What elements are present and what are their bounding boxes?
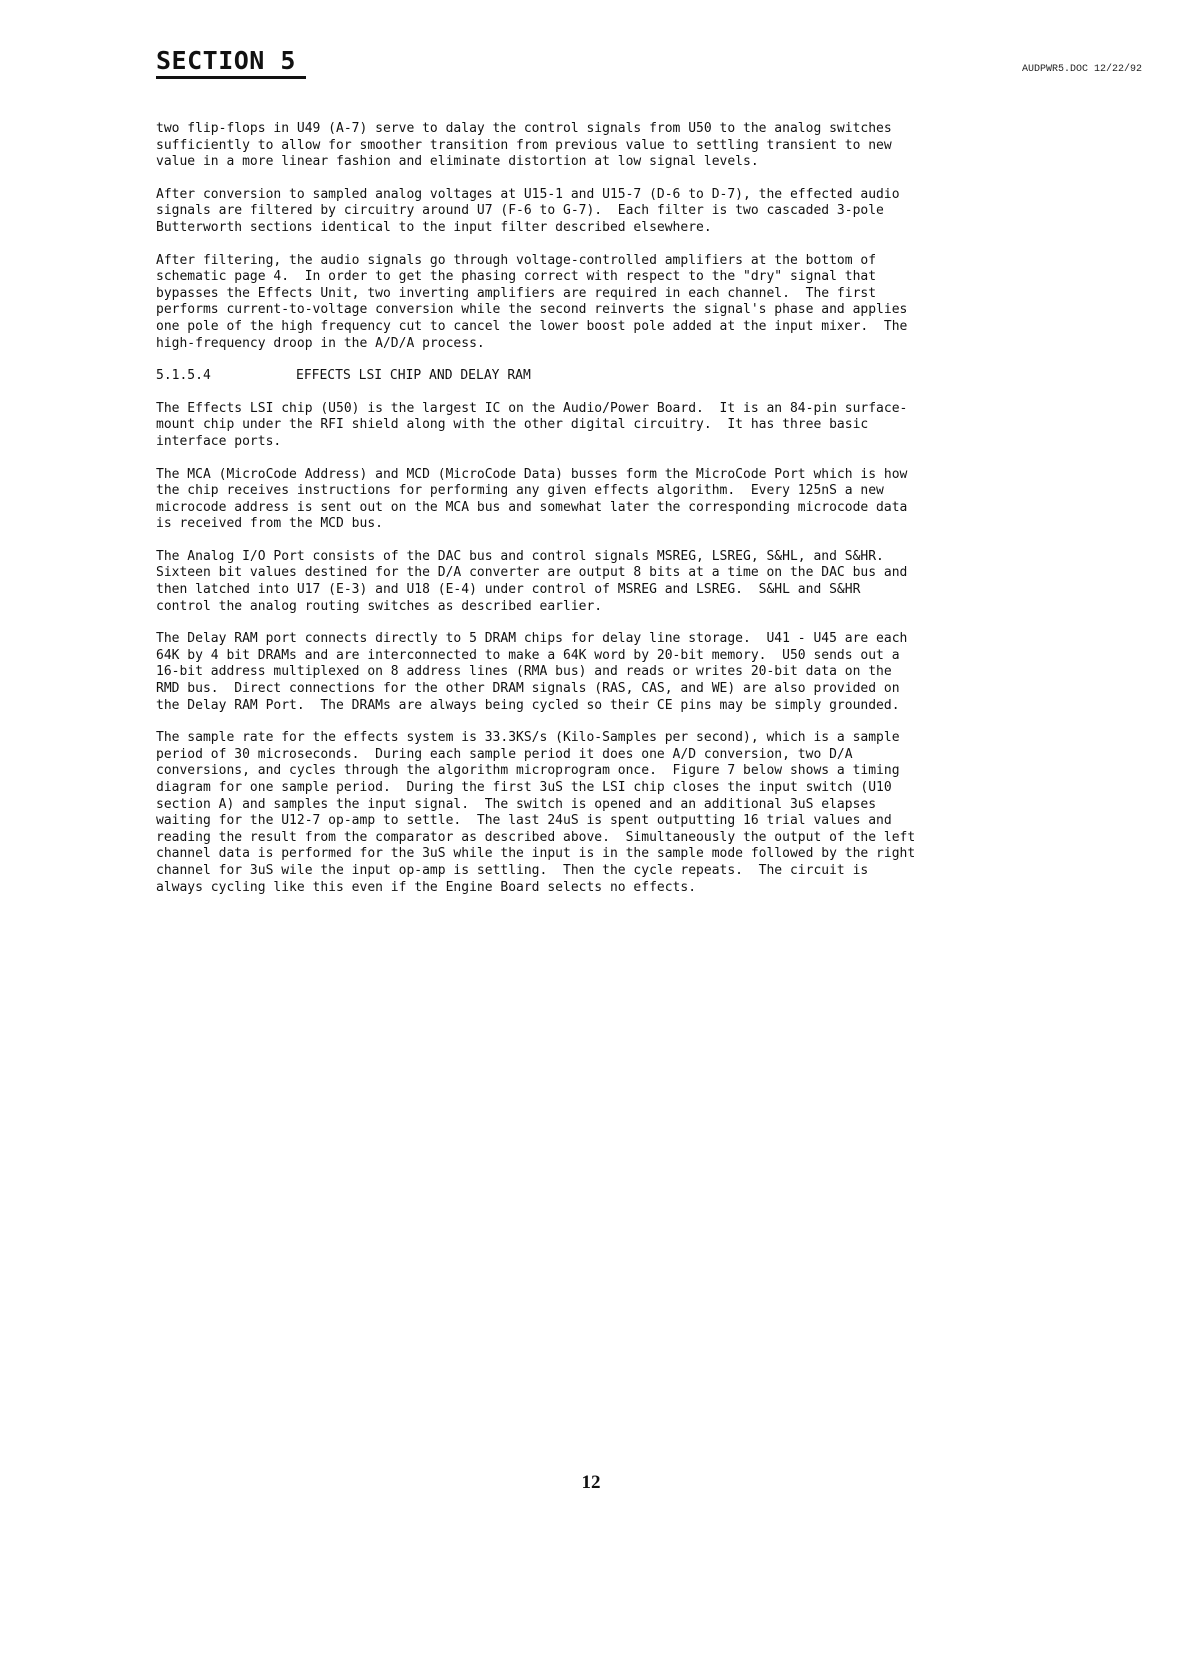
section-title: SECTION 5 — [156, 46, 296, 75]
body-text — [156, 121, 1086, 912]
paragraph-filtering: After filtering, the audio signals go through voltage-controlled amplifiers at the bottom of schematic page 4. In order to get the phasing correct with respect to the "dry" signal that bypasses the Effects Unit, two inverting amplifiers are required in each channel. The first performs current-to-voltage conversion while the second reinverts the signal's phase and applies one pole of the high frequency cut to cancel the lower boost pole added at the input mixer. The high-frequency droop in the A/D/A process. — [156, 252, 908, 351]
page-number: 12 — [581, 1472, 601, 1493]
paragraph-delay-ram-port: The Delay RAM port connects directly to 5 DRAM chips for delay line storage. U41 - U45 are each 64K by 4 bit DRAMs and are interconnected to make a 64K word by 20-bit memory. U50 sends out a 16-bit address multiplexed on 8 address lines (RMA bus) and reads or writes 20-bit data on the RMD bus. Direct connections for the other DRAM signals (RAS, CAS, and WE) are also provided on the Delay RAM Port. The DRAMs are always being cycled so their CE pins may be simply grounded. — [156, 631, 908, 713]
document-reference: AUDPWR5.DOC 12/22/92 — [1022, 64, 1143, 75]
paragraph-conversion: After conversion to sampled analog voltages at U15-1 and U15-7 (D-6 to D-7), the effected audio signals are filtered by circuitry around U7 (F-6 to G-7). Each filter is two cascaded 3-pole Butterworth sections identical to the input filter described elsewhere. — [156, 186, 900, 235]
paragraph-lsi-chip: The Effects LSI chip (U50) is the largest IC on the Audio/Power Board. It is an 84-pin surface- mount chip under the RFI shield along with the other digital circuitry. It has three basic interface ports. — [156, 400, 908, 449]
paragraph-microcode-port: The MCA (MicroCode Address) and MCD (MicroCode Data) busses form the MicroCode Port which is how the chip receives instructions for performing any given effects algorithm. Every 125nS a new microcode address is sent out on the MCA bus and somewhat later the corresponding microcode data is received from the MCD bus. — [156, 466, 908, 532]
subsection-number: 5.1.5.4 — [156, 368, 211, 384]
subsection-title: EFFECTS LSI CHIP AND DELAY RAM — [296, 368, 531, 384]
paragraph-flip-flops: two flip-flops in U49 (A-7) serve to dalay the control signals from U50 to the analog switches sufficiently to allow for smoother transition from previous value to settling transient to new value in a more linear fashion and eliminate distortion at low signal levels. — [156, 121, 892, 170]
paragraph-sample-rate: The sample rate for the effects system is 33.3KS/s (Kilo-Samples per second), which is a sample period of 30 microseconds. During each sample period it does one A/D conversion, two D/A conversions, and cycles through the algorithm microprogram once. Figure 7 below shows a timing diagram for one sample period. During the first 3uS the LSI chip closes the input switch (U10 section A) and samples the input signal. The switch is opened and an additional 3uS elapses waiting for the U12-7 op-amp to settle. The last 24uS is spent outputting 16 trial values and reading the result from the comparator as described above. Simultaneously the output of the left channel data is performed for the 3uS while the input is in the sample mode followed by the right channel for 3uS wile the input op-amp is settling. Then the cycle repeats. The circuit is always cycling like this even if the Engine Board selects no effects. — [156, 730, 916, 895]
subsection-heading — [156, 368, 1086, 385]
paragraph-analog-io-port: The Analog I/O Port consists of the DAC bus and control signals MSREG, LSREG, S&HL, and S&HR. Sixteen bit values destined for the D/A converter are output 8 bits at a time on the DAC bus and then latched into U17 (E-3) and U18 (E-4) under control of MSREG and LSREG. S&HL and S&HR control the analog routing switches as described earlier. — [156, 548, 908, 614]
section-title-underline — [156, 76, 306, 79]
